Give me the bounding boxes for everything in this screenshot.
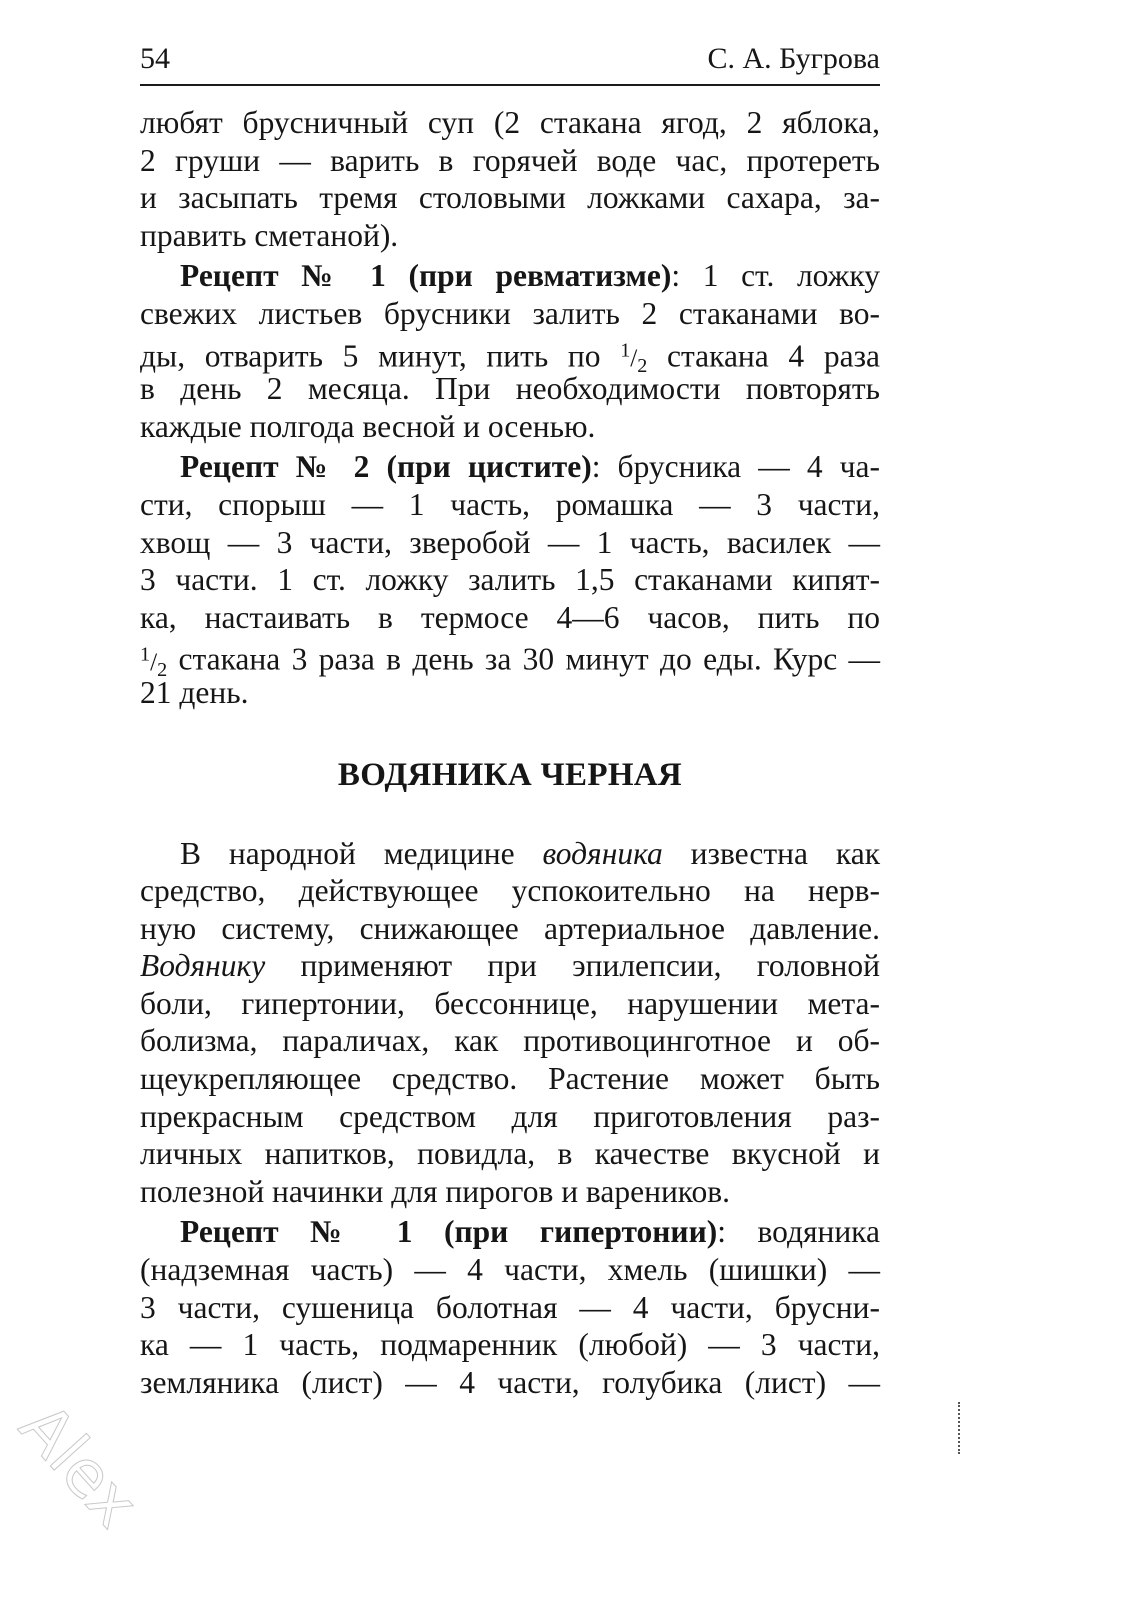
text-line: ка, настаивать в термосе 4—6 часов, пить по — [140, 599, 880, 635]
text-line: земляника (лист) — 4 части, голубика (лист) — — [140, 1364, 880, 1400]
scan-watermark: Alex — [5, 1390, 153, 1542]
recipe-cystitis — [140, 448, 880, 711]
emphasis: Водянику — [140, 948, 266, 984]
recipe-text: : брусника — 4 ча- — [591, 449, 880, 485]
recipe-rheumatism — [140, 257, 880, 445]
text-line: Водянику применяют при эпилепсии, головной — [140, 948, 880, 984]
recipe-hypertension — [140, 1213, 880, 1401]
text-line: сти, спорыш — 1 часть, ромашка — 3 части, — [140, 486, 880, 522]
text-line: в день 2 месяца. При необходимости повторять — [140, 371, 880, 407]
text-line: 2 груши — варить в горячей воде час, протереть — [140, 142, 880, 178]
text-line: полезной начинки для пирогов и вареников. — [140, 1173, 731, 1209]
paragraph-lingonberry-soup — [140, 104, 880, 254]
text-line: и засыпать тремя столовыми ложками сахара, за- — [140, 180, 880, 216]
text-line: (надземная часть) — 4 части, хмель (шишки) — — [140, 1252, 880, 1288]
paragraph-crowberry-description — [140, 835, 880, 1211]
text-line: править сметаной). — [140, 217, 399, 253]
text-line: 21 день. — [140, 674, 249, 710]
text-line: ды, отварить 5 минут, пить по $^1/_2$ стакана 4 раза — [140, 337, 880, 377]
recipe-text: : 1 ст. ложку — [671, 258, 880, 294]
text-line: свежих листьев брусники залить 2 стаканами во- — [140, 295, 880, 331]
running-head-author: С. А. Бугрова — [707, 42, 880, 75]
text-line: личных напитков, повидла, в качестве вкусной и — [140, 1136, 880, 1172]
text-line: $^1/_2$ стакана 3 раза в день за 30 минут до еды. Курс — — [140, 641, 880, 681]
text-line: ка — 1 часть, подмаренник (любой) — 3 части, — [140, 1327, 880, 1363]
page-body — [140, 104, 880, 1401]
emphasis: водяника — [542, 835, 663, 871]
text-line — [140, 448, 880, 486]
text-line: В народной медицине водяника известна как — [180, 835, 881, 871]
recipe-text: : водяника — [717, 1214, 880, 1250]
section-title: ВОДЯНИКА ЧЕРНАЯ — [337, 756, 683, 793]
text-line: каждые полгода весной и осенью. — [140, 408, 596, 444]
scan-edge-mark — [958, 1402, 962, 1454]
text-line: 3 части. 1 ст. ложку залить 1,5 стаканами кипят- — [140, 562, 880, 598]
recipe-label: Рецепт № 2 (при цистите) — [180, 449, 592, 485]
text-line: хвощ — 3 части, зверобой — 1 часть, василек — — [140, 524, 880, 560]
page-header — [140, 38, 880, 86]
text-line: средство, действующее успокоительно на нерв- — [140, 873, 880, 909]
text-line: щеукрепляющее средство. Растение может быть — [140, 1061, 880, 1097]
fraction-one-half: $^1/_2$ — [620, 339, 648, 377]
fraction-one-half: $^1/_2$ — [140, 643, 168, 681]
text-line: любят брусничный суп (2 стакана ягод, 2 яблока, — [140, 105, 880, 140]
text-line: ную систему, снижающее артериальное давление. — [140, 910, 880, 946]
text-line: 3 части, сушеница болотная — 4 части, брусни- — [140, 1289, 880, 1325]
text-line: болизма, параличах, как противоцинготное и об- — [140, 1023, 880, 1059]
page-number: 54 — [140, 42, 170, 75]
recipe-label: Рецепт № 1 (при гипертонии) — [180, 1214, 718, 1250]
text-line — [140, 257, 880, 295]
text-line: прекрасным средством для приготовления раз- — [140, 1098, 880, 1134]
text-line — [140, 1213, 880, 1251]
recipe-label: Рецепт № 1 (при ревматизме) — [180, 258, 672, 294]
text-line: боли, гипертонии, бессоннице, нарушении мета- — [140, 985, 880, 1021]
